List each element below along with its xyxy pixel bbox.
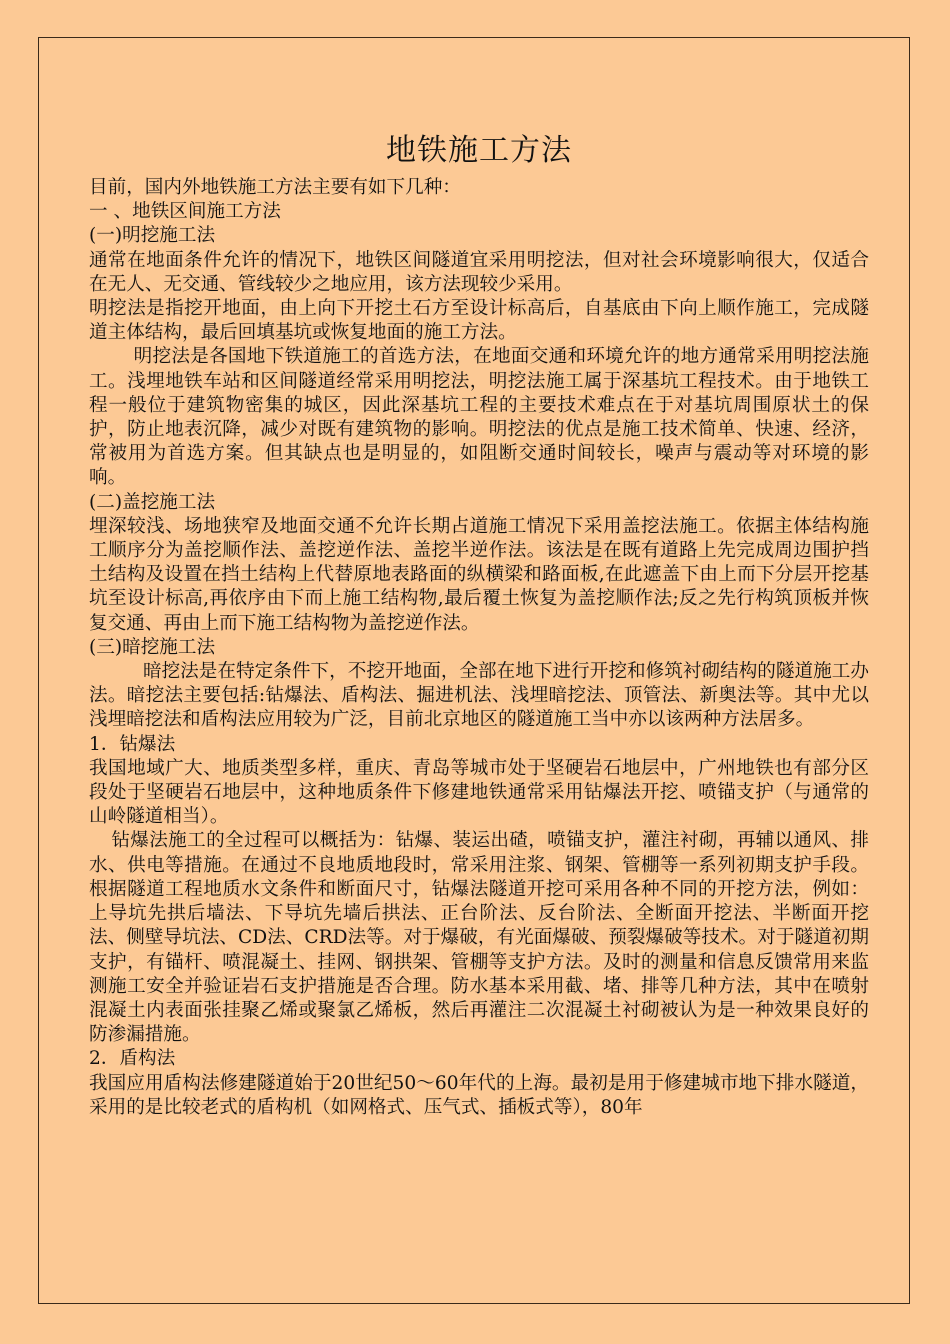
paragraph: 我国应用盾构法修建隧道始于20世纪50～60年代的上海。最初是用于修建城市地下排水隧道，采用的是比较老式的盾构机（如网格式、压气式、插板式等），80年 <box>89 1072 869 1118</box>
paragraph: 1．钻爆法 <box>89 733 176 755</box>
paragraph: 埋深较浅、场地狭窄及地面交通不允许长期占道施工情况下采用盖挖法施工。依据主体结构施工顺序分为盖挖顺作法、盖挖逆作法、盖挖半逆作法。该法是在既有道路上先完成周边围护挡土结构及设置在挡土结构上代替原地表路面的纵横梁和路面板,在此遮盖下由上而下分层开挖基坑至设计标高,再依序由下而上施工结构物,最后覆土恢复为盖挖顺作法;反之先行构筑顶板并恢复交通、再由上而下施工结构物为盖挖逆作法。 <box>89 515 869 634</box>
paragraph: (三)暗挖施工法 <box>89 636 216 658</box>
paragraph: 一 、地铁区间施工方法 <box>89 201 281 223</box>
document-title: 地铁施工方法 <box>386 133 572 168</box>
paragraph: (二)盖挖施工法 <box>89 491 216 513</box>
paragraph: 钻爆法施工的全过程可以概括为：钻爆、装运出碴，喷锚支护，灌注衬砌，再辅以通风、排水、供电等措施。在通过不良地质地段时，常采用注浆、钢架、管棚等一系列初期支护手段。根据隧道工程地质水文条件和断面尺寸，钻爆法隧道开挖可采用各种不同的开挖方法，例如：上导坑先拱后墙法、下导坑先墙后拱法、正台阶法、反台阶法、全断面开挖法、半断面开挖法、侧壁导坑法、CD法、CRD法等。对于爆破，有光面爆破、预裂爆破等技术。对于隧道初期支护，有锚杆、喷混凝土、挂网、钢拱架、管棚等支护方法。及时的测量和信息反馈常用来监测施工安全并验证岩石支护措施是否合理。防水基本采用截、堵、排等几种方法，其中在喷射混凝土内表面张挂聚乙烯或聚氯乙烯板，然后再灌注二次混凝土衬砌被认为是一种效果良好的防渗漏措施。 <box>89 830 869 1046</box>
document-body <box>89 128 869 1120</box>
paragraph: 我国地域广大、地质类型多样，重庆、青岛等城市处于坚硬岩石地层中，广州地铁也有部分区段处于坚硬岩石地层中，这种地质条件下修建地铁通常采用钻爆法开挖、喷锚支护（与通常的山岭隧道相当）。 <box>89 757 869 828</box>
paragraph: (一)明挖施工法 <box>89 225 216 247</box>
paragraph: 通常在地面条件允许的情况下，地铁区间隧道宜采用明挖法，但对社会环境影响很大，仅适合在无人、无交通、管线较少之地应用，该方法现较少采用。 <box>89 249 869 295</box>
paragraph: 明挖法是指挖开地面，由上向下开挖土石方至设计标高后，自基底由下向上顺作施工，完成隧道主体结构，最后回填基坑或恢复地面的施工方法。 <box>89 298 869 344</box>
paragraph: 2．盾构法 <box>89 1048 176 1070</box>
paragraph-list <box>89 176 869 1120</box>
paragraph: 明挖法是各国地下铁道施工的首选方法，在地面交通和环境允许的地方通常采用明挖法施工。浅埋地铁车站和区间隧道经常采用明挖法，明挖法施工属于深基坑工程技术。由于地铁工程一般位于建筑物密集的城区，因此深基坑工程的主要技术难点在于对基坑周围原状土的保护，防止地表沉降，减少对既有建筑物的影响。明挖法的优点是施工技术简单、快速、经济，常被用为首选方案。但其缺点也是明显的，如阻断交通时间较长，噪声与震动等对环境的影响。 <box>89 346 869 489</box>
paragraph: 暗挖法是在特定条件下，不挖开地面，全部在地下进行开挖和修筑衬砌结构的隧道施工办法。暗挖法主要包括:钻爆法、盾构法、掘进机法、浅埋暗挖法、顶管法、新奥法等。其中尤以浅埋暗挖法和盾构法应用较为广泛，目前北京地区的隧道施工当中亦以该两种方法居多。 <box>89 661 869 731</box>
paragraph: 目前，国内外地铁施工方法主要有如下几种： <box>89 177 461 198</box>
